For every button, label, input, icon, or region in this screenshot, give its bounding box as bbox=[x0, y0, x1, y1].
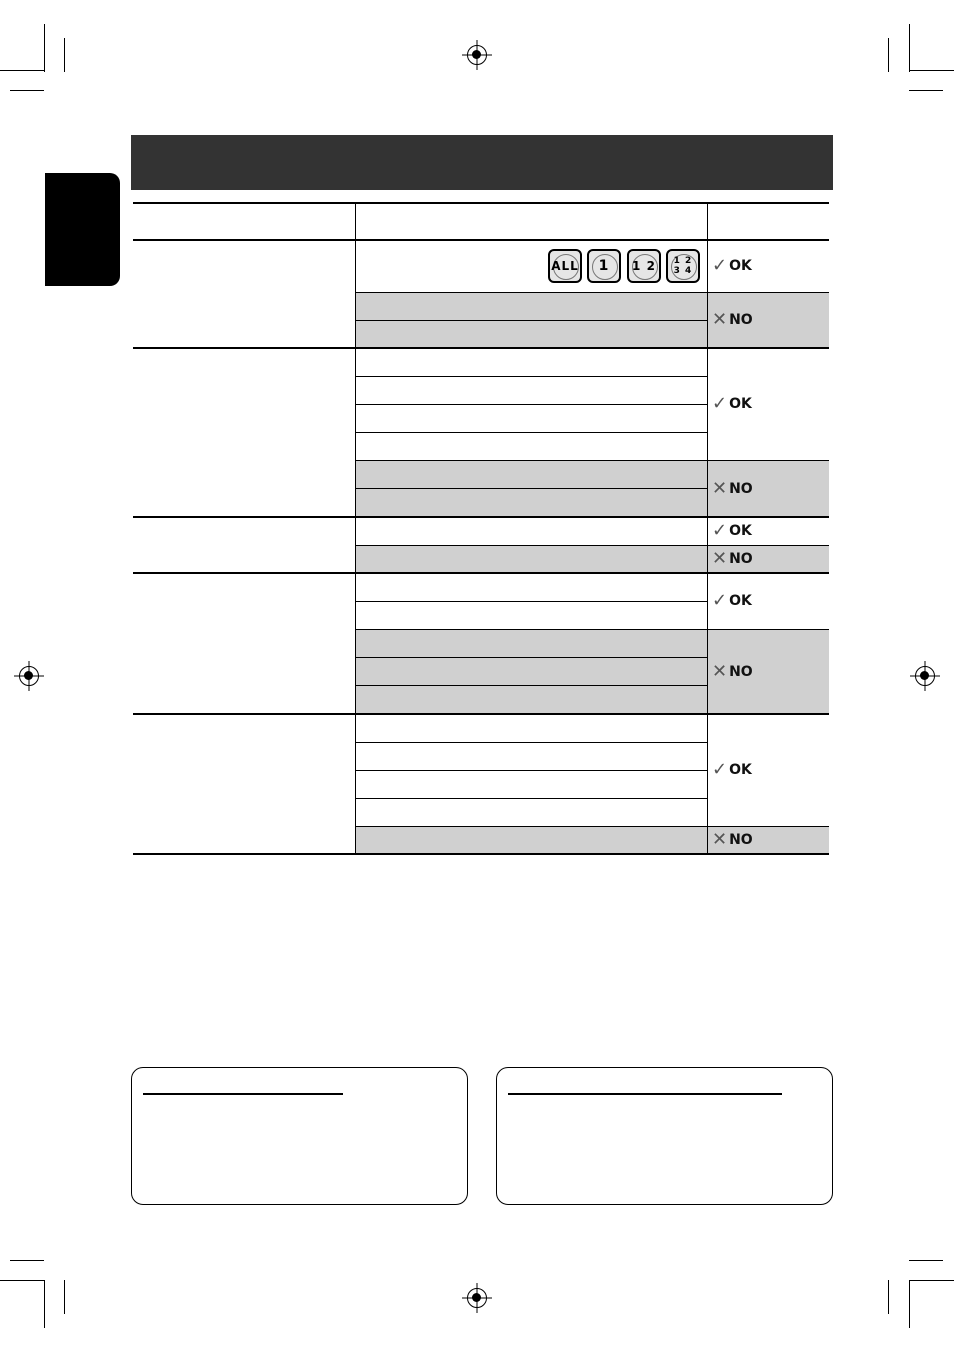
region-1-2-icon bbox=[627, 249, 661, 283]
crop-mark bbox=[10, 1260, 44, 1261]
region-code-label: 1 2 3 4 bbox=[673, 256, 693, 276]
group-border bbox=[133, 572, 829, 574]
region-code-label: 1 bbox=[598, 258, 610, 274]
row-divider bbox=[355, 460, 829, 461]
shaded-row bbox=[355, 545, 829, 573]
check-icon: ✓ bbox=[712, 759, 728, 780]
crop-mark bbox=[909, 1280, 910, 1328]
column-divider bbox=[707, 203, 708, 854]
region-code-label: ALL bbox=[551, 259, 579, 273]
row-divider bbox=[355, 798, 707, 799]
no-status-badge bbox=[712, 662, 753, 682]
region-code-label: 1 2 bbox=[632, 259, 656, 273]
check-icon: ✓ bbox=[712, 590, 728, 611]
status-label: NO bbox=[729, 312, 753, 328]
no-status-badge bbox=[712, 830, 753, 850]
group-border bbox=[133, 516, 829, 518]
check-icon: ✓ bbox=[712, 393, 728, 414]
crop-mark bbox=[0, 70, 44, 71]
region-1-icon bbox=[587, 249, 621, 283]
shaded-row bbox=[355, 657, 829, 685]
no-status-badge bbox=[712, 479, 753, 499]
row-divider bbox=[355, 629, 829, 630]
ok-status-badge bbox=[712, 760, 752, 780]
group-border bbox=[133, 713, 829, 715]
crop-mark bbox=[909, 90, 943, 91]
shaded-row bbox=[355, 629, 829, 657]
status-label: OK bbox=[729, 523, 752, 539]
ok-status-badge bbox=[712, 591, 752, 611]
row-divider bbox=[355, 601, 707, 602]
shaded-row bbox=[355, 292, 829, 320]
row-divider bbox=[355, 376, 707, 377]
note-heading-rule bbox=[508, 1093, 782, 1095]
header-band bbox=[131, 135, 833, 190]
shaded-row bbox=[355, 460, 829, 488]
table-top-border bbox=[133, 202, 829, 204]
no-status-badge bbox=[712, 549, 753, 569]
row-divider bbox=[355, 657, 707, 658]
shaded-row bbox=[355, 488, 829, 517]
row-divider bbox=[355, 320, 707, 321]
region-all-icon bbox=[548, 249, 582, 283]
crop-mark bbox=[44, 1280, 45, 1328]
row-divider bbox=[355, 545, 829, 546]
cross-icon: ✕ bbox=[712, 477, 728, 499]
cross-icon: ✕ bbox=[712, 829, 728, 850]
row-divider bbox=[355, 826, 829, 827]
crop-mark bbox=[44, 24, 45, 72]
shaded-row bbox=[355, 685, 829, 714]
row-divider bbox=[355, 770, 707, 771]
crop-mark bbox=[909, 24, 910, 72]
crop-mark bbox=[10, 90, 44, 91]
registration-mark-icon bbox=[19, 666, 39, 686]
crop-mark bbox=[64, 38, 65, 72]
ok-status-badge bbox=[712, 521, 752, 541]
cross-icon: ✕ bbox=[712, 660, 728, 682]
note-box-left bbox=[131, 1067, 468, 1205]
cross-icon: ✕ bbox=[712, 548, 728, 569]
crop-mark bbox=[0, 1280, 44, 1281]
crop-mark bbox=[888, 1280, 889, 1314]
status-label: OK bbox=[729, 593, 752, 609]
column-divider bbox=[355, 203, 356, 854]
language-side-tab bbox=[45, 173, 120, 286]
status-label: OK bbox=[729, 762, 752, 778]
row-divider bbox=[355, 488, 707, 489]
ok-status-badge bbox=[712, 394, 752, 414]
region-1-2-3-4-icon bbox=[666, 249, 700, 283]
crop-mark bbox=[64, 1280, 65, 1314]
row-divider bbox=[355, 685, 707, 686]
shaded-row bbox=[355, 826, 829, 854]
note-heading-rule bbox=[143, 1093, 343, 1095]
no-status-badge bbox=[712, 310, 753, 330]
crop-mark bbox=[888, 38, 889, 72]
group-border bbox=[133, 347, 829, 349]
row-divider bbox=[355, 742, 707, 743]
status-label: NO bbox=[729, 480, 753, 497]
crop-mark bbox=[909, 70, 954, 71]
registration-mark-icon bbox=[467, 1288, 487, 1308]
ok-status-badge bbox=[712, 256, 752, 276]
status-label: OK bbox=[729, 258, 752, 274]
status-label: NO bbox=[729, 663, 753, 680]
row-divider bbox=[355, 404, 707, 405]
status-label: NO bbox=[729, 551, 753, 567]
registration-mark-icon bbox=[467, 45, 487, 65]
crop-mark bbox=[909, 1280, 954, 1281]
row-divider bbox=[355, 292, 829, 293]
crop-mark bbox=[909, 1260, 943, 1261]
status-label: OK bbox=[729, 396, 752, 412]
table-header-border bbox=[133, 239, 829, 241]
registration-mark-icon bbox=[915, 666, 935, 686]
check-icon: ✓ bbox=[712, 255, 728, 276]
note-box-right bbox=[496, 1067, 833, 1205]
row-divider bbox=[355, 432, 707, 433]
status-label: NO bbox=[729, 832, 753, 848]
table-bottom-border bbox=[133, 853, 829, 855]
shaded-row bbox=[355, 320, 829, 348]
check-icon: ✓ bbox=[712, 520, 728, 541]
cross-icon: ✕ bbox=[712, 309, 728, 330]
